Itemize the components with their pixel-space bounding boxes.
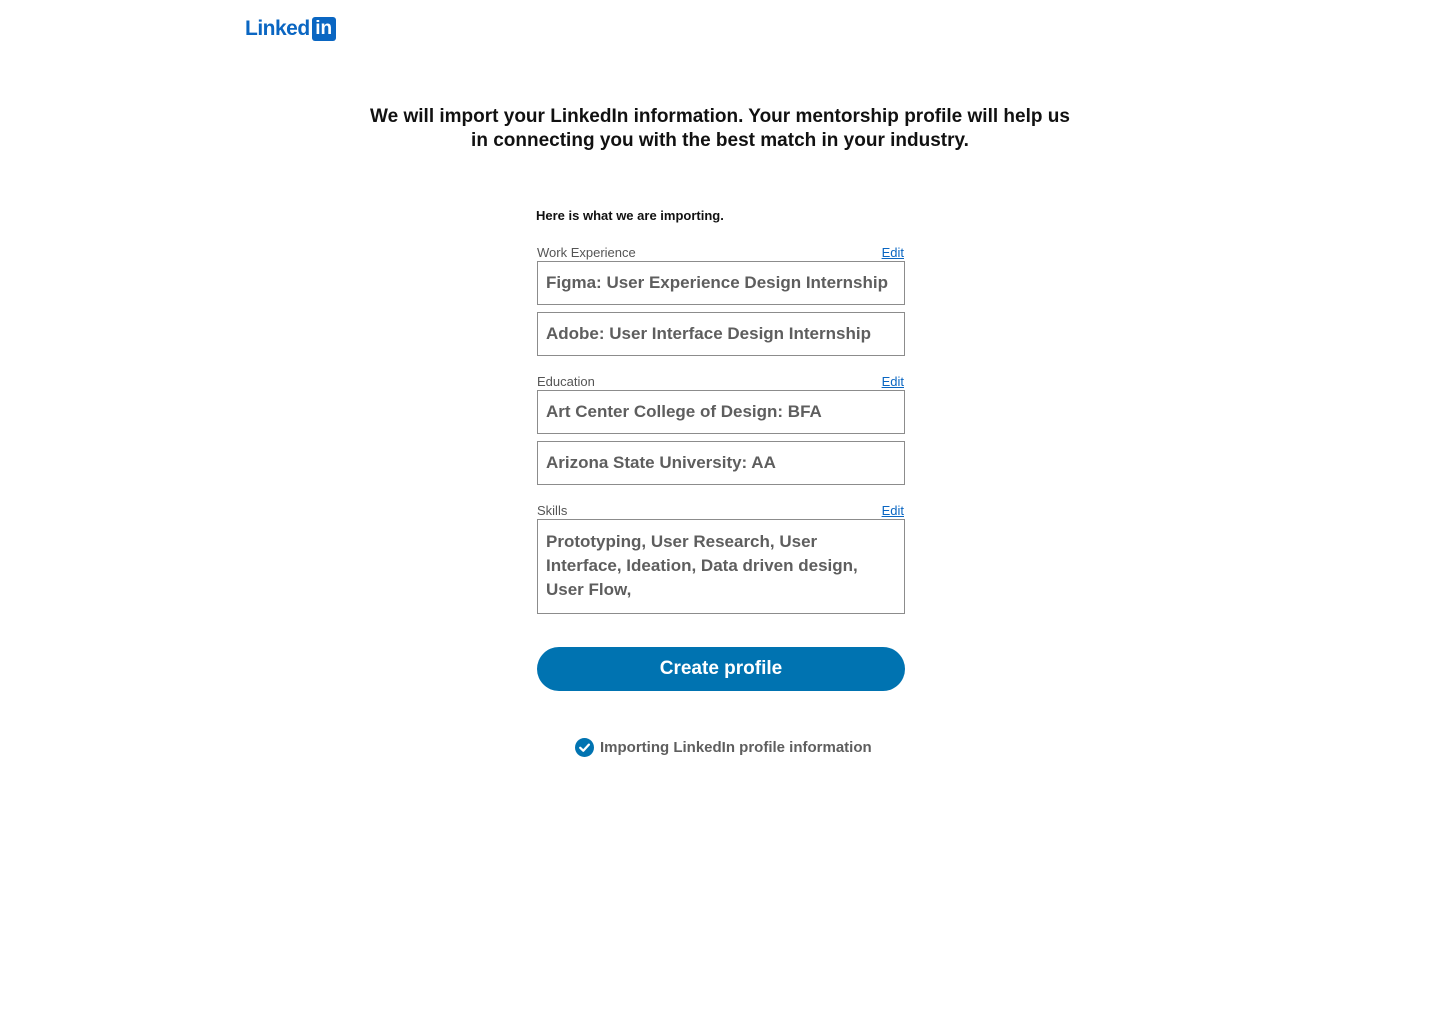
page-headline: We will import your LinkedIn information. Your mentorship profile will help us in connecting you with the best match in your industry. [370, 106, 1070, 151]
education-value-2: Arizona State University: AA [546, 453, 776, 472]
education-header [537, 373, 905, 389]
import-status [575, 737, 872, 757]
create-profile-button[interactable]: Create profile [537, 647, 905, 691]
education-edit-link[interactable]: Edit [881, 373, 904, 389]
work-experience-value-1: Figma: User Experience Design Internship [546, 273, 888, 292]
education-field-1[interactable] [537, 390, 905, 434]
skills-field[interactable] [537, 519, 905, 614]
skills-value: Prototyping, User Research, User Interface, Ideation, Data driven design, User Flow, [546, 532, 858, 599]
education-label: Education [537, 373, 595, 389]
work-experience-label: Work Experience [537, 244, 636, 260]
work-experience-edit-link[interactable]: Edit [881, 244, 904, 260]
education-field-2[interactable] [537, 441, 905, 485]
work-experience-header [537, 244, 905, 260]
linkedin-logo[interactable] [245, 17, 336, 41]
logo-wordmark: Linked [245, 17, 310, 40]
work-experience-field-2[interactable] [537, 312, 905, 356]
import-status-text: Importing LinkedIn profile information [600, 738, 872, 756]
work-experience-value-2: Adobe: User Interface Design Internship [546, 324, 871, 343]
skills-header [537, 502, 905, 518]
skills-label: Skills [537, 502, 568, 518]
import-intro: Here is what we are importing. [536, 208, 724, 223]
education-value-1: Art Center College of Design: BFA [546, 402, 822, 421]
logo-in-box: in [312, 17, 336, 41]
check-circle-icon [575, 738, 594, 757]
work-experience-field-1[interactable] [537, 261, 905, 305]
skills-edit-link[interactable]: Edit [881, 502, 904, 518]
